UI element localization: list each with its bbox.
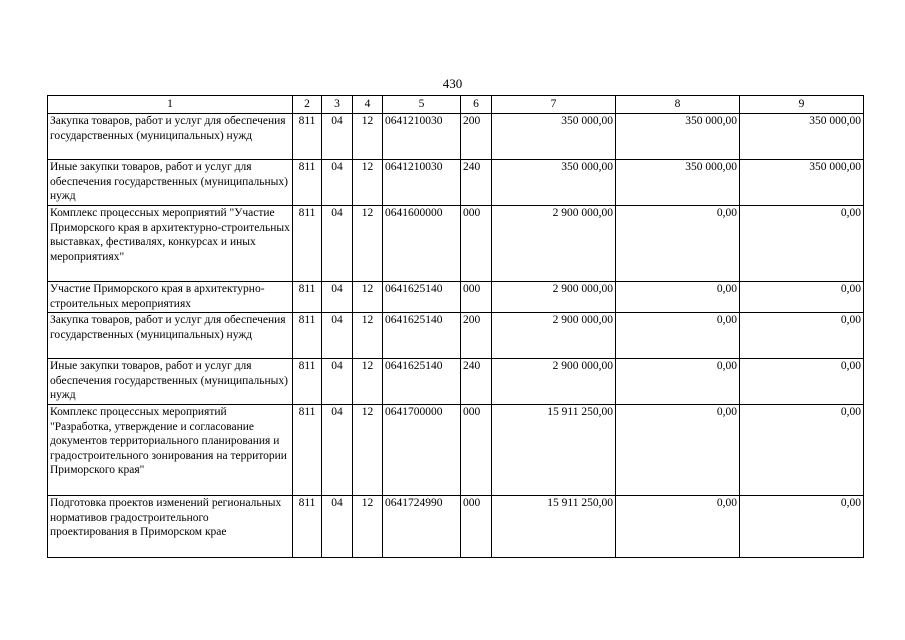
row-col2-cell: 811	[293, 313, 322, 359]
row-amount-col9-cell: 0,00	[740, 496, 864, 558]
row-col5-cell: 0641724990	[383, 496, 461, 558]
row-col6-cell: 000	[461, 496, 492, 558]
row-col5-cell: 0641210030	[383, 114, 461, 160]
table-row	[48, 160, 864, 206]
table-row	[48, 206, 864, 282]
row-amount-col9-cell: 0,00	[740, 359, 864, 405]
row-amount-col8-cell: 0,00	[616, 206, 740, 282]
table-row	[48, 114, 864, 160]
row-col6-cell: 200	[461, 313, 492, 359]
row-col3-cell: 04	[322, 359, 353, 405]
row-amount-col9-cell: 0,00	[740, 206, 864, 282]
row-name-cell: Подготовка проектов изменений региональных нормативов градостроительного проектирования в Приморском крае	[48, 496, 293, 558]
column-header-8: 8	[616, 96, 740, 114]
row-name-cell: Комплекс процессных мероприятий "Участие Приморского края в архитектурно-строительных выставках, фестивалях, конкурсах и иных мероприятиях"	[48, 206, 293, 282]
table-row	[48, 405, 864, 496]
row-col4-cell: 12	[353, 282, 383, 313]
row-amount-col8-cell: 0,00	[616, 496, 740, 558]
row-col2-cell: 811	[293, 282, 322, 313]
row-amount-col7-cell: 350 000,00	[492, 114, 616, 160]
row-col3-cell: 04	[322, 114, 353, 160]
row-col6-cell: 240	[461, 160, 492, 206]
row-amount-col7-cell: 2 900 000,00	[492, 206, 616, 282]
row-col6-cell: 000	[461, 206, 492, 282]
row-name-cell: Иные закупки товаров, работ и услуг для обеспечения государственных (муниципальных) нужд	[48, 160, 293, 206]
row-amount-col8-cell: 0,00	[616, 313, 740, 359]
row-col6-cell: 000	[461, 282, 492, 313]
column-header-5: 5	[383, 96, 461, 114]
row-amount-col8-cell: 0,00	[616, 282, 740, 313]
row-col4-cell: 12	[353, 405, 383, 496]
row-col5-cell: 0641625140	[383, 313, 461, 359]
row-col6-cell: 000	[461, 405, 492, 496]
row-amount-col9-cell: 0,00	[740, 313, 864, 359]
row-amount-col7-cell: 15 911 250,00	[492, 405, 616, 496]
row-col3-cell: 04	[322, 160, 353, 206]
row-col2-cell: 811	[293, 114, 322, 160]
row-amount-col9-cell: 0,00	[740, 282, 864, 313]
budget-table	[47, 95, 864, 558]
row-col4-cell: 12	[353, 313, 383, 359]
row-col3-cell: 04	[322, 496, 353, 558]
row-amount-col9-cell: 0,00	[740, 405, 864, 496]
row-col3-cell: 04	[322, 313, 353, 359]
row-amount-col7-cell: 2 900 000,00	[492, 313, 616, 359]
row-col2-cell: 811	[293, 405, 322, 496]
row-name-cell: Участие Приморского края в архитектурно-строительных мероприятиях	[48, 282, 293, 313]
column-header-3: 3	[322, 96, 353, 114]
row-col2-cell: 811	[293, 160, 322, 206]
table-header-row	[48, 96, 864, 114]
table-row	[48, 313, 864, 359]
row-col4-cell: 12	[353, 496, 383, 558]
row-col2-cell: 811	[293, 496, 322, 558]
row-amount-col8-cell: 0,00	[616, 405, 740, 496]
row-amount-col7-cell: 15 911 250,00	[492, 496, 616, 558]
row-amount-col9-cell: 350 000,00	[740, 160, 864, 206]
row-col4-cell: 12	[353, 206, 383, 282]
row-amount-col8-cell: 0,00	[616, 359, 740, 405]
row-col3-cell: 04	[322, 405, 353, 496]
row-col2-cell: 811	[293, 359, 322, 405]
row-amount-col7-cell: 2 900 000,00	[492, 282, 616, 313]
row-col3-cell: 04	[322, 206, 353, 282]
row-col5-cell: 0641625140	[383, 282, 461, 313]
row-name-cell: Закупка товаров, работ и услуг для обеспечения государственных (муниципальных) нужд	[48, 114, 293, 160]
row-col5-cell: 0641625140	[383, 359, 461, 405]
row-amount-col7-cell: 2 900 000,00	[492, 359, 616, 405]
row-col4-cell: 12	[353, 359, 383, 405]
table-row	[48, 496, 864, 558]
row-col6-cell: 200	[461, 114, 492, 160]
row-name-cell: Комплекс процессных мероприятий "Разработка, утверждение и согласование документов территориального планирования и градостроительного зонирования на территории Приморского края"	[48, 405, 293, 496]
row-amount-col8-cell: 350 000,00	[616, 114, 740, 160]
row-col6-cell: 240	[461, 359, 492, 405]
column-header-9: 9	[740, 96, 864, 114]
row-name-cell: Закупка товаров, работ и услуг для обеспечения государственных (муниципальных) нужд	[48, 313, 293, 359]
row-col4-cell: 12	[353, 114, 383, 160]
row-col5-cell: 0641210030	[383, 160, 461, 206]
row-col2-cell: 811	[293, 206, 322, 282]
row-col5-cell: 0641600000	[383, 206, 461, 282]
table-row	[48, 359, 864, 405]
column-header-4: 4	[353, 96, 383, 114]
column-header-6: 6	[461, 96, 492, 114]
row-col5-cell: 0641700000	[383, 405, 461, 496]
row-amount-col7-cell: 350 000,00	[492, 160, 616, 206]
column-header-7: 7	[492, 96, 616, 114]
page-number: 430	[442, 76, 463, 91]
row-col4-cell: 12	[353, 160, 383, 206]
row-amount-col8-cell: 350 000,00	[616, 160, 740, 206]
table-row	[48, 282, 864, 313]
column-header-1: 1	[48, 96, 293, 114]
column-header-2: 2	[293, 96, 322, 114]
row-col3-cell: 04	[322, 282, 353, 313]
row-name-cell: Иные закупки товаров, работ и услуг для обеспечения государственных (муниципальных) нужд	[48, 359, 293, 405]
row-amount-col9-cell: 350 000,00	[740, 114, 864, 160]
